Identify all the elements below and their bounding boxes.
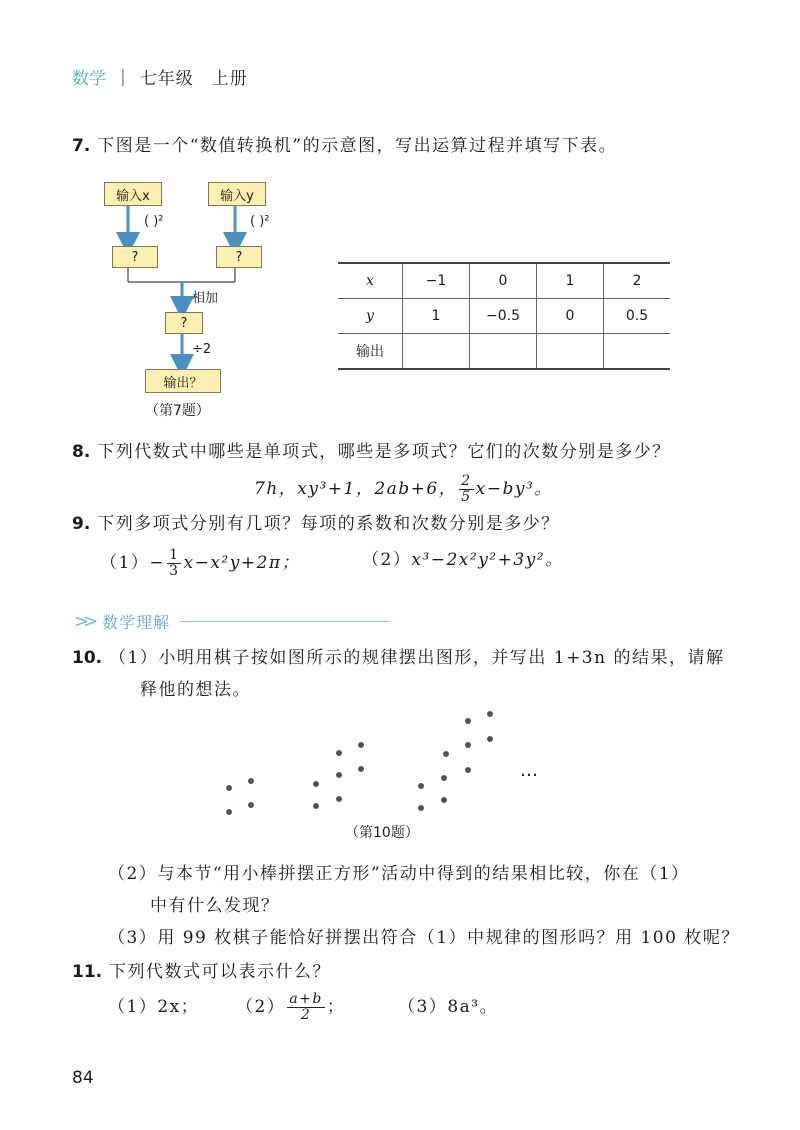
chess-piece-dot <box>465 767 471 773</box>
expression-text: x−by³。 <box>475 479 553 499</box>
polynomial-1 <box>100 548 300 579</box>
fraction: $\frac{a+b}{2}$ <box>289 991 323 1023</box>
sum-box: ? <box>165 312 203 334</box>
question-10-part-2-continued: 中有什么发现？ <box>150 896 280 916</box>
ellipsis: … <box>520 760 540 781</box>
page-number: 84 <box>72 1068 94 1088</box>
chess-piece-dot <box>336 750 342 756</box>
expression-11-2 <box>236 992 345 1023</box>
header-separator: | <box>120 66 126 87</box>
chess-piece-dot <box>418 805 424 811</box>
chess-piece-dot <box>226 785 232 791</box>
question-10-part-2: （2）与本节“用小棒拼摆正方形”活动中得到的结果相比较，你在（1） <box>108 864 690 884</box>
question-number: 11. <box>72 962 103 982</box>
question-10-continued: 释他的想法。 <box>140 680 251 700</box>
table-cell[interactable] <box>403 334 470 370</box>
book-title: 七年级 上册 <box>139 69 248 89</box>
section-title: 数学理解 <box>102 613 171 632</box>
chess-piece-dot <box>248 778 254 784</box>
chess-piece-dot <box>248 802 254 808</box>
chess-piece-dot <box>441 775 447 781</box>
table-cell[interactable] <box>470 334 537 370</box>
subject-label: 数学 <box>72 69 106 89</box>
table-row <box>338 263 670 299</box>
table-cell[interactable] <box>537 334 604 370</box>
table-cell: y <box>338 299 403 334</box>
question-text: （1）小明用棋子按如图所示的规律摆出图形，并写出 1+3n 的结果，请解 <box>109 648 725 668</box>
table-cell: 0 <box>470 263 537 299</box>
table-cell: 输出 <box>338 334 403 370</box>
question-number: 10. <box>72 648 103 668</box>
divide-label: ÷2 <box>192 342 212 357</box>
result-box-right: ? <box>216 246 262 268</box>
question-text: 下列多项式分别有几项？每项的系数和次数分别是多少？ <box>97 514 560 534</box>
expression-text: x−x²y+2π； <box>183 553 301 573</box>
section-header <box>74 610 390 633</box>
question-text: 下列代数式可以表示什么？ <box>109 962 332 982</box>
chess-piece-dot <box>487 736 493 742</box>
square-label-left: ( )² <box>144 214 164 229</box>
part-label: （2） <box>236 997 286 1017</box>
input-y-box: 输入y <box>208 182 266 206</box>
expression-11-3: （3）8a³。 <box>398 997 499 1017</box>
table-cell: −0.5 <box>470 299 537 334</box>
square-label-right: ( )² <box>250 214 270 229</box>
result-box-left: ? <box>112 246 158 268</box>
part-label: （2） <box>362 550 412 570</box>
question-9 <box>72 512 560 536</box>
section-divider <box>180 621 390 622</box>
part-label: （1）− <box>100 553 166 573</box>
table-cell[interactable] <box>604 334 671 370</box>
chess-piece-dot <box>441 797 447 803</box>
output-box: 输出？ <box>145 369 221 393</box>
figure-caption-10: （第10题） <box>345 825 419 841</box>
question-number: 8. <box>72 442 91 462</box>
expression-text: ； <box>326 997 346 1017</box>
chess-piece-dot <box>313 781 319 787</box>
chess-piece-dot <box>313 803 319 809</box>
table-row <box>338 334 670 370</box>
figure-caption-7: （第7题） <box>145 403 210 419</box>
question-number: 9. <box>72 514 91 534</box>
chess-piece-dot <box>465 742 471 748</box>
chess-piece-dot <box>226 809 232 815</box>
expression-text: x³−2x²y²+3y²。 <box>411 550 564 570</box>
expression-text: 7h，xy³+1，2ab+6， <box>254 479 458 499</box>
question-10 <box>72 646 724 670</box>
expression-list-8 <box>254 474 553 505</box>
fraction: $\frac{2}{5}$ <box>461 473 472 505</box>
table-cell: 0 <box>537 299 604 334</box>
chess-piece-dot <box>358 766 364 772</box>
chess-piece-dot <box>336 772 342 778</box>
table-cell: x <box>338 263 403 299</box>
question-text: 下列代数式中哪些是单项式，哪些是多项式？它们的次数分别是多少？ <box>97 442 671 462</box>
question-number: 7. <box>72 136 91 156</box>
chess-piece-dot <box>443 751 449 757</box>
chess-piece-dot <box>358 742 364 748</box>
table-cell: 1 <box>403 299 470 334</box>
table-cell: 1 <box>537 263 604 299</box>
table-cell: −1 <box>403 263 470 299</box>
chess-piece-dot <box>418 783 424 789</box>
question-8 <box>72 440 671 464</box>
question-text: 下图是一个“数值转换机”的示意图，写出运算过程并填写下表。 <box>97 136 618 156</box>
polynomial-2 <box>362 548 564 572</box>
add-label: 相加 <box>192 291 219 306</box>
input-x-box: 输入x <box>104 182 162 206</box>
question-11 <box>72 960 331 984</box>
table-row <box>338 299 670 334</box>
chess-piece-dot <box>487 711 493 717</box>
table-cell: 0.5 <box>604 299 671 334</box>
conversion-table <box>338 262 670 370</box>
expression-11-1: （1）2x； <box>108 997 200 1017</box>
chevron-right-icon: >> <box>74 611 93 632</box>
chess-piece-dot <box>465 718 471 724</box>
chess-piece-dot <box>336 796 342 802</box>
fraction: $\frac{1}{3}$ <box>169 547 180 579</box>
table-cell: 2 <box>604 263 671 299</box>
question-10-part-3: （3）用 99 枚棋子能恰好拼摆出符合（1）中规律的图形吗？用 100 枚呢？ <box>108 928 740 948</box>
